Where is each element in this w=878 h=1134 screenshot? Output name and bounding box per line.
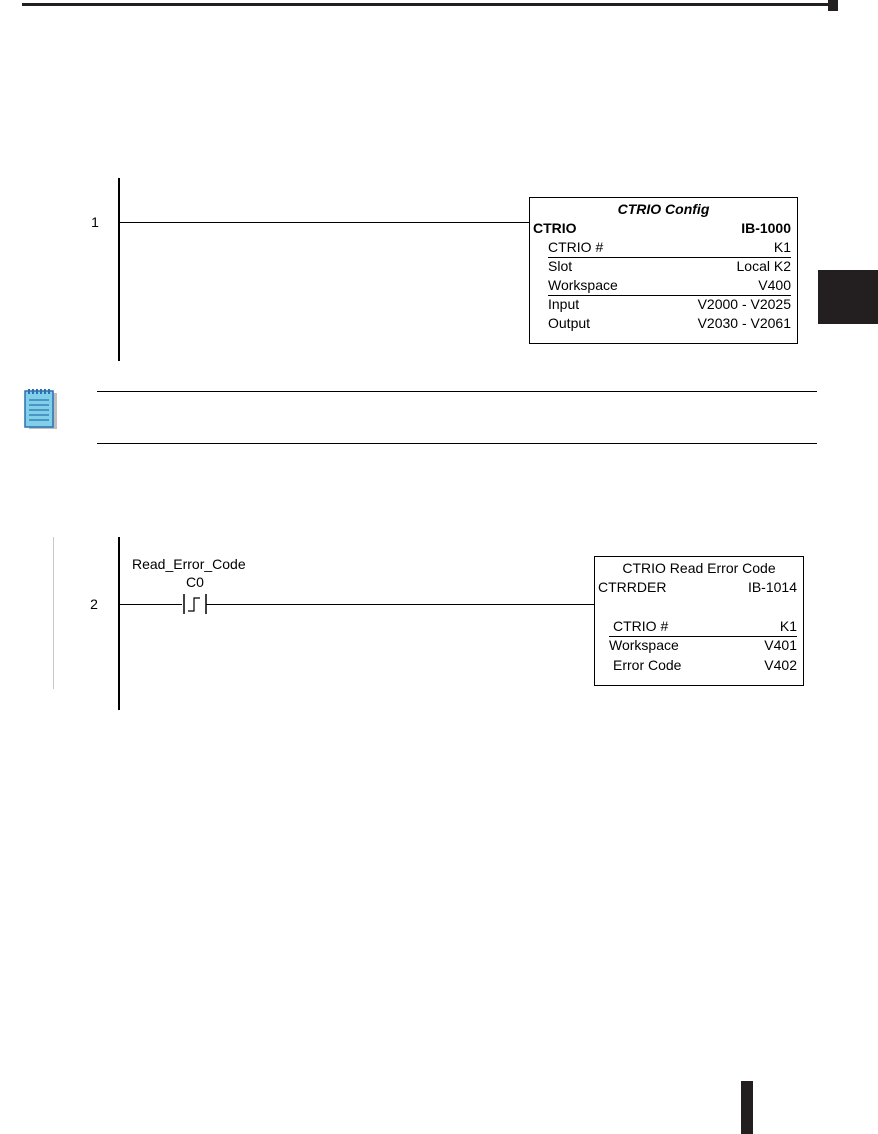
rung-number-1: 1 [91,214,99,230]
note-bottom-rule [97,443,817,444]
left-power-rail-2 [118,537,120,710]
box-title: CTRIO Config [617,201,710,217]
box-row [530,295,797,314]
footer-bar [741,1081,753,1134]
box-row [530,314,797,333]
param-value: Local K2 [736,258,791,274]
rung-2-wire-right [206,604,595,605]
param-label: Slot [548,258,573,274]
box-mnemonic: CTRIO [533,220,577,236]
box-row [530,276,797,295]
box-row [595,636,803,655]
notepad-icon [21,389,61,431]
box-row [595,656,803,675]
box-header-row [595,578,803,597]
param-label: CTRIO # [548,239,604,255]
contact-nickname: Read_Error_Code [132,556,246,572]
param-value: K1 [773,239,791,255]
box-id: IB-1014 [747,579,797,595]
box-mnemonic: CTRRDER [598,579,667,595]
header-rule [22,3,838,6]
param-label: Output [548,315,591,331]
param-label: Workspace [609,637,679,653]
ctrio-read-error-code-box[interactable] [594,556,804,686]
param-value: V2030 - V2061 [697,315,791,331]
left-margin-line [53,537,54,689]
contact-address: C0 [186,574,204,590]
rung-number-2: 2 [90,596,98,612]
box-header-row [530,219,797,238]
box-title: CTRIO Read Error Code [622,560,776,576]
param-label: Input [548,296,580,312]
box-row [530,257,797,276]
box-row [530,238,797,257]
box-id: IB-1000 [741,220,791,236]
left-power-rail-1 [118,178,120,361]
chapter-side-tab [818,270,878,324]
param-value: K1 [779,618,797,634]
param-value: V2000 - V2025 [697,296,791,312]
header-rule-end-block [828,0,838,11]
box-row [595,617,803,636]
param-value: V401 [764,637,797,653]
param-label: Error Code [613,657,682,673]
rung-1-wire [119,222,530,223]
note-top-rule [97,391,817,392]
param-label: CTRIO # [613,618,669,634]
param-value: V400 [758,277,791,293]
ctrio-config-box[interactable] [529,197,798,344]
param-value: V402 [764,657,797,673]
param-label: Workspace [548,277,618,293]
